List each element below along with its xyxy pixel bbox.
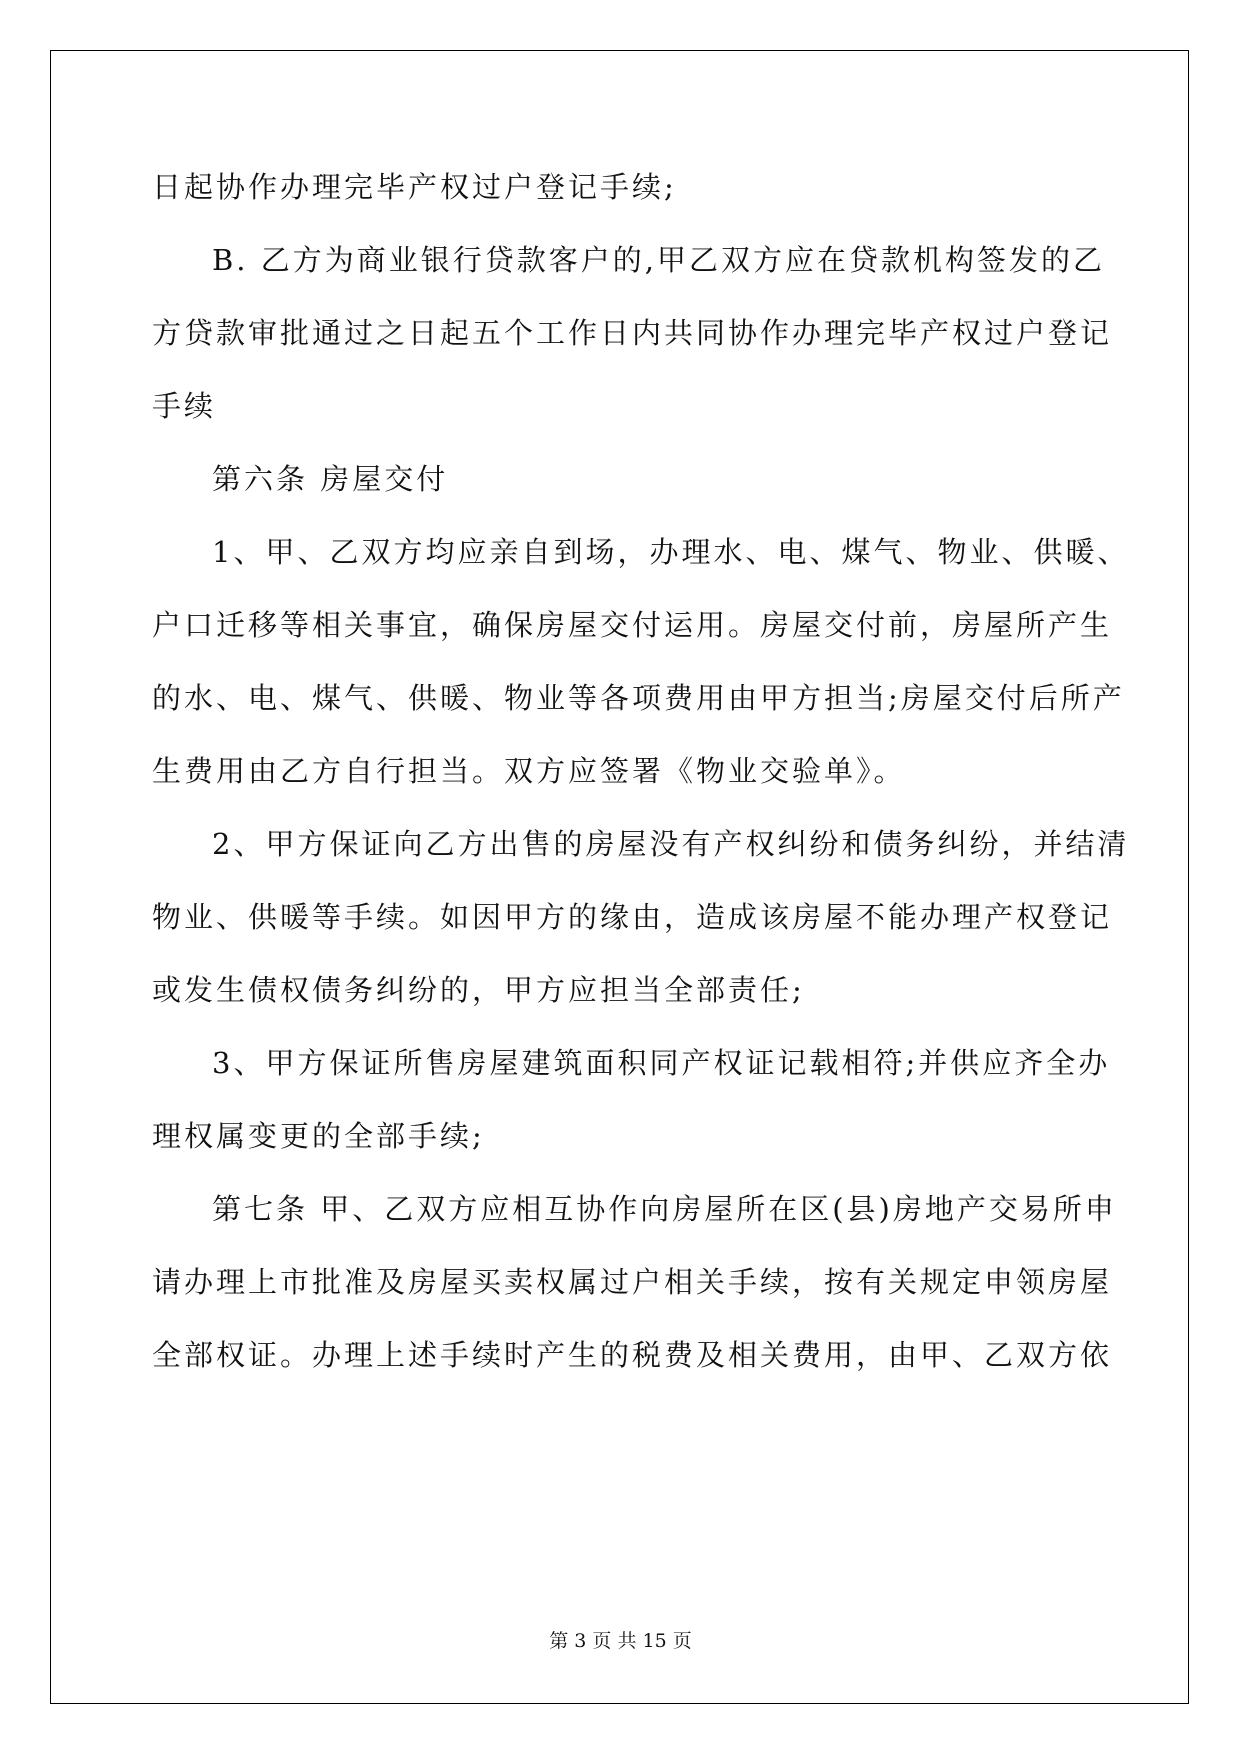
section-heading: 第六条 房屋交付 [212,462,449,496]
text-line: 日起协作办理完毕产权过户登记手续; [152,170,677,204]
text-line: 或发生债权债务纠纷的，甲方应担当全部责任; [152,973,805,1007]
text-line: 理权属变更的全部手续; [152,1119,485,1153]
text-line: B. 乙方为商业银行贷款客户的,甲乙双方应在贷款机构签发的乙 [212,243,1105,277]
text-line: 的水、电、煤气、供暖、物业等各项费用由甲方担当;房屋交付后所产 [152,681,1125,715]
page-number: 第 3 页 共 15 页 [549,1630,692,1652]
text-line: 请办理上市批准及房屋买卖权属过户相关手续，按有关规定申领房屋 [152,1265,1113,1299]
section-heading: 第七条 甲、乙双方应相互协作向房屋所在区(县)房地产交易所申 [212,1192,1117,1226]
text-line: 2、甲方保证向乙方出售的房屋没有产权纠纷和债务纠纷，并结清 [212,827,1130,861]
text-line: 户口迁移等相关事宜，确保房屋交付运用。房屋交付前，房屋所产生 [152,608,1113,642]
text-line: 生费用由乙方自行担当。双方应签署《物业交验单》。 [152,754,906,788]
text-line: 手续 [152,389,217,423]
text-line: 3、甲方保证所售房屋建筑面积同产权证记载相符;并供应齐全办 [212,1046,1111,1080]
page-border [50,50,1189,1704]
text-line: 1、甲、乙双方均应亲自到场，办理水、电、煤气、物业、供暖、 [212,535,1130,569]
text-line: 物业、供暖等手续。如因甲方的缘由，造成该房屋不能办理产权登记 [152,900,1113,934]
text-line: 方贷款审批通过之日起五个工作日内共同协作办理完毕产权过户登记 [152,316,1113,350]
text-line: 全部权证。办理上述手续时产生的税费及相关费用，由甲、乙双方依 [152,1338,1113,1372]
